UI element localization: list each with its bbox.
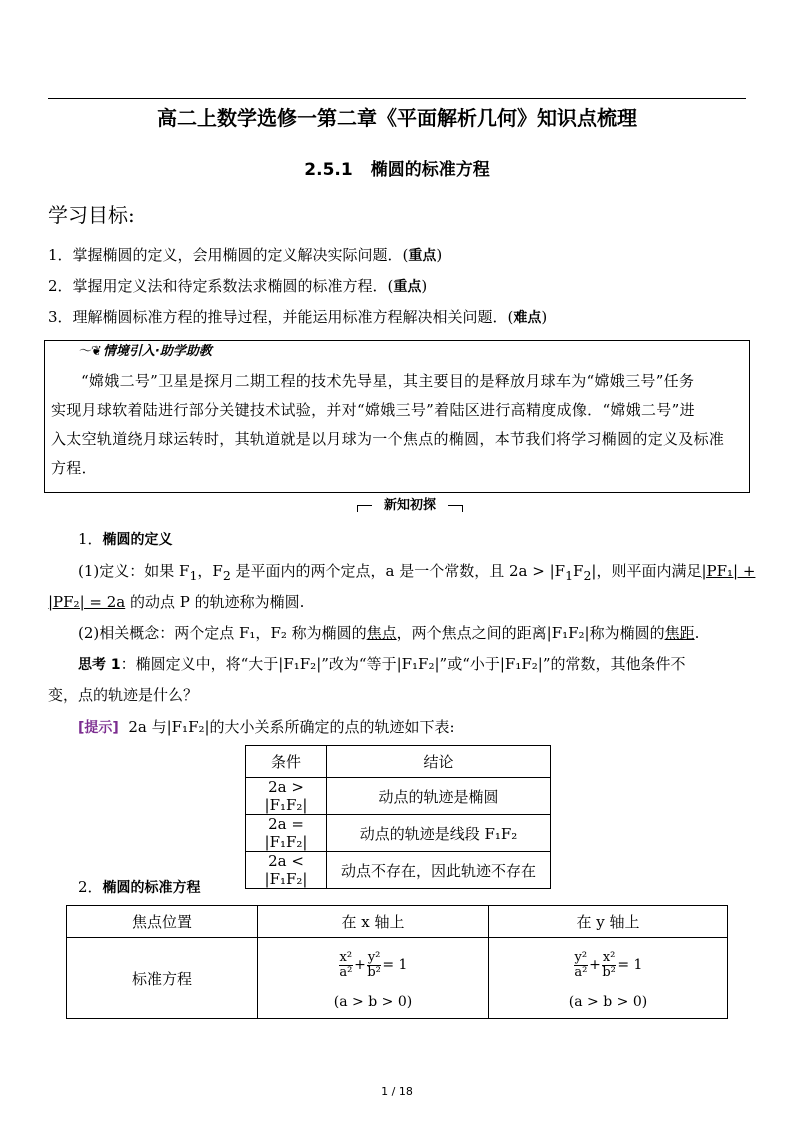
hint-tag: [提示] xyxy=(78,720,119,736)
table-header: 焦点位置 xyxy=(67,906,258,938)
table-row xyxy=(67,938,728,1019)
definition-line-1: (1)定义：如果 $F_1$，$F_2$ 是平面内的两个定点，a 是一个常数，且 $2a > |F_1F_2|$，则平面内满足|PF₁| + xyxy=(78,562,756,583)
table-header: 结论 xyxy=(327,746,551,778)
x-axis-equation: $\frac{\text{x²}}{\text{a²}}$ + $\frac{\text{y²}}{\text{b²}}$ = 1 xyxy=(339,949,408,980)
bracket-left-icon xyxy=(357,505,372,512)
header-rule xyxy=(48,98,746,99)
intro-box xyxy=(44,340,750,493)
standard-equation-table xyxy=(66,905,728,1019)
goals-heading: 学习目标: xyxy=(48,203,135,227)
goal-item: 1．掌握椭圆的定义，会用椭圆的定义解决实际问题．(重点) xyxy=(48,246,443,264)
x-axis-condition: (a > b > 0) xyxy=(333,993,413,1010)
hint-line: [提示] 2a 与|F₁F₂|的大小关系所确定的点的轨迹如下表: xyxy=(78,718,455,736)
concept-line: (2)相关概念：两个定点 F₁，F₂ 称为椭圆的焦点，两个焦点之间的距离|F₁F₂|称为椭圆的焦距. xyxy=(78,624,700,642)
table-cell: 2a = |F₁F₂| xyxy=(246,815,327,852)
y-axis-equation: $\frac{\text{y²}}{\text{a²}}$ + $\frac{\text{x²}}{\text{b²}}$ = 1 xyxy=(574,949,643,980)
x-axis-equation-cell xyxy=(258,938,489,1019)
table-row xyxy=(246,852,551,889)
table-row xyxy=(246,778,551,815)
goal-item: 3．理解椭圆标准方程的推导过程，并能运用标准方程解决相关问题．(难点) xyxy=(48,308,548,326)
think-line-1: 思考 1：椭圆定义中，将“大于|F₁F₂|”改为“等于|F₁F₂|”或“小于|F₁F₂|”的常数，其他条件不 xyxy=(78,655,686,673)
y-axis-condition: (a > b > 0) xyxy=(568,993,648,1010)
table-cell: 2a < |F₁F₂| xyxy=(246,852,327,889)
section-banner: 新知初探 xyxy=(357,497,463,515)
intro-line: 入太空轨道绕月球运转时，其轨道就是以月球为一个焦点的椭圆，本节我们将学习椭圆的定义及标准 xyxy=(51,430,725,448)
table-cell: 动点的轨迹是线段 F₁F₂ xyxy=(327,815,551,852)
table-header-row xyxy=(246,746,551,778)
goal-item: 2．掌握用定义法和待定系数法求椭圆的标准方程．(重点) xyxy=(48,277,428,295)
table-header: 在 y 轴上 xyxy=(489,906,728,938)
bracket-right-icon xyxy=(448,505,463,512)
think-line-2: 变，点的轨迹是什么？ xyxy=(48,686,199,704)
y-axis-equation-cell xyxy=(489,938,728,1019)
table-cell: 标准方程 xyxy=(67,938,258,1019)
condition-table xyxy=(245,745,551,889)
table-cell: 2a > |F₁F₂| xyxy=(246,778,327,815)
intro-heading: ～❦ 情境引入·助学助教 xyxy=(79,344,212,359)
section-title xyxy=(48,157,746,183)
subsection-heading: 2．椭圆的标准方程 xyxy=(78,878,201,896)
subsection-heading: 1．椭圆的定义 xyxy=(78,530,173,548)
table-header: 条件 xyxy=(246,746,327,778)
definition-line-2: |PF₂| = 2a 的动点 P 的轨迹称为椭圆. xyxy=(48,593,305,611)
table-row xyxy=(246,815,551,852)
section-number: 2.5.1 xyxy=(304,160,353,180)
table-cell: 动点不存在，因此轨迹不存在 xyxy=(327,852,551,889)
section-name: 椭圆的标准方程 xyxy=(370,160,490,180)
table-header: 在 x 轴上 xyxy=(258,906,489,938)
table-header-row xyxy=(67,906,728,938)
table-cell: 动点的轨迹是椭圆 xyxy=(327,778,551,815)
page-indicator: 1 / 18 xyxy=(381,1085,413,1098)
intro-line: “嫦娥二号”卫星是探月二期工程的技术先导星，其主要目的是释放月球车为“嫦娥三号”任务 xyxy=(81,372,695,390)
flourish-icon: ～❦ xyxy=(79,344,101,359)
intro-line: 方程． xyxy=(51,459,97,477)
document-title: 高二上数学选修一第二章《平面解析几何》知识点梳理 xyxy=(157,106,637,130)
intro-line: 实现月球软着陆进行部分关键技术试验，并对“嫦娥三号”着陆区进行高精度成像．“嫦娥二号”进 xyxy=(51,401,695,419)
